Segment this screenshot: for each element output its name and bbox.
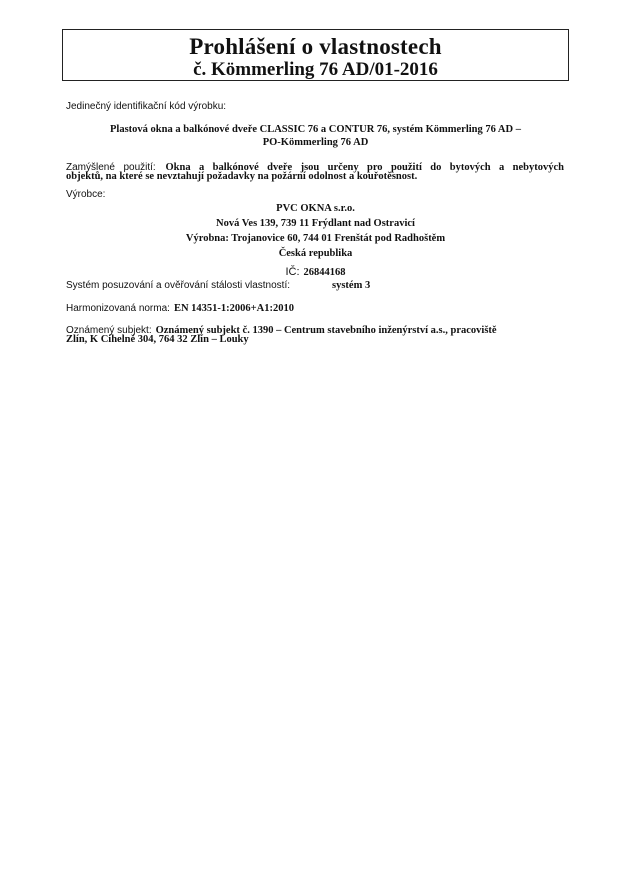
- intended-use-value: Okna a balkónové dveře jsou určeny pro použití do bytových a nebytových: [165, 162, 564, 173]
- notified-body-value: Oznámený subjekt č. 1390 – Centrum stavebního inženýrství a.s., pracoviště: [155, 325, 497, 336]
- document-number: č. Kömmerling 76 AD/01-2016: [193, 59, 438, 80]
- assessment-value: systém 3: [332, 280, 371, 291]
- notified-body-line2: Zlín, K Cihelně 304, 764 32 Zlín – Louky: [66, 334, 249, 345]
- product-id-label: Jedinečný identifikační kód výrobku:: [66, 101, 227, 112]
- product-id-value-line1: Plastová okna a balkónové dveře CLASSIC 76 a CONTUR 76, systém Kömmerling 76 AD –: [110, 124, 521, 135]
- norm-label: Harmonizovaná norma:: [66, 303, 170, 314]
- manufacturer-address: Nová Ves 139, 739 11 Frýdlant nad Ostravicí: [216, 218, 415, 229]
- ic-value: 26844168: [303, 267, 346, 278]
- norm-value: EN 14351-1:2006+A1:2010: [173, 303, 294, 314]
- intended-use-line2: objektů, na které se nevztahují požadavky na požární odolnost a kouřotěsnost.: [66, 171, 418, 182]
- manufacturer-name: PVC OKNA s.r.o.: [276, 203, 355, 214]
- notified-body-label: Oznámený subjekt:: [66, 325, 152, 336]
- intended-use-label: Zamýšlené použití:: [66, 162, 156, 173]
- assessment-label: Systém posuzování a ověřování stálosti vlastností:: [66, 280, 290, 291]
- manufacturer-ic: [0, 262, 631, 280]
- document-title: Prohlášení o vlastnostech: [189, 34, 442, 59]
- product-id-value-line2: PO-Kömmerling 76 AD: [262, 137, 369, 148]
- manufacturer-label: Výrobce:: [66, 189, 106, 200]
- ic-label: IČ:: [285, 266, 300, 278]
- manufacturer-country: Česká republika: [278, 248, 353, 259]
- manufacturer-plant: Výrobna: Trojanovice 60, 744 01 Frenštát pod Radhoštěm: [185, 233, 446, 244]
- title-box: [62, 29, 569, 81]
- norm-line: [66, 298, 294, 316]
